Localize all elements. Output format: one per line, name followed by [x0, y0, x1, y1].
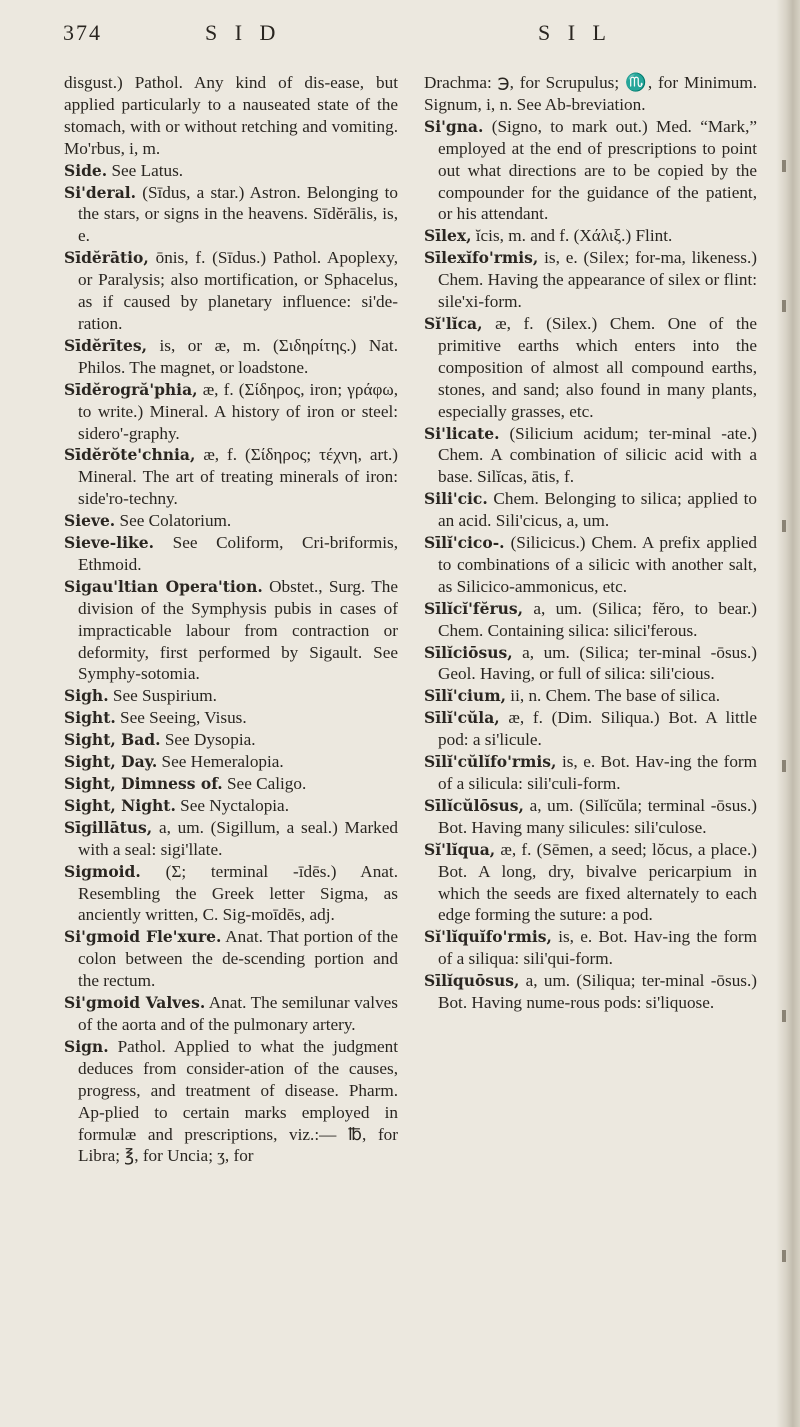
- entry-text: See Latus.: [111, 160, 184, 180]
- entry-text: Chem. Belonging to silica; applied to an acid. Sili'cicus, a, um.: [438, 489, 758, 531]
- dictionary-entry: [64, 817, 398, 861]
- dictionary-entry: [64, 247, 398, 335]
- right-column: [424, 72, 757, 1014]
- entry-headword: Sīlĭquōsus,: [424, 971, 520, 991]
- entry-text: ōnis, f. (Sīdus.) Pathol. Apoplexy, or Paralysis; also mortification, or Sphacelus, as if caused by planetary influence: si'de-ration.: [78, 248, 398, 333]
- entry-headword: Sīdĕrŏte'chnia,: [64, 445, 196, 465]
- entry-headword: Sīlexĭfo'rmis,: [424, 248, 539, 268]
- entry-headword: Sili'cic.: [424, 489, 488, 509]
- dictionary-entry: [424, 598, 757, 642]
- entry-text: a, um. (Silica; fĕro, to bear.) Chem. Containing silica: silici'ferous.: [438, 598, 757, 640]
- entry-text: a, um. (Silica; ter-minal -ōsus.) Geol. Having, or full of silica: sili'cious.: [438, 642, 757, 684]
- entry-text: Pathol. Applied to what the judgment deduces from consider-ation of the causes, progress, and treatment of disease. Pharm. Ap-plied to certain marks employed in formulæ and prescriptions, viz.:— ℔, for Libra; ℥, for Uncia; ʒ, for: [78, 1036, 398, 1166]
- dictionary-entry: [64, 444, 398, 510]
- dictionary-entry: [424, 488, 757, 532]
- entry-text: ii, n. Chem. The base of silica.: [510, 686, 721, 706]
- entry-headword: Si'gmoid Fle'xure.: [64, 927, 222, 947]
- dictionary-entry: [64, 160, 398, 182]
- entry-headword: Sīgillātus,: [64, 817, 153, 837]
- dictionary-entry: [424, 72, 757, 116]
- entry-headword: Sīlĭcŭlōsus,: [424, 795, 524, 815]
- entry-text: See Dysopia.: [164, 730, 256, 750]
- entry-headword: Sight, Day.: [64, 752, 158, 772]
- entry-text: (Sīdus, a star.) Astron. Belonging to the stars, or signs in the heavens. Sīdĕrālis, is, e.: [78, 182, 398, 246]
- page-header: [0, 20, 800, 60]
- entry-headword: Sieve.: [64, 511, 116, 531]
- page-edge: [776, 0, 800, 1427]
- dictionary-entry: [64, 926, 398, 992]
- entry-headword: Sĭ'lĭquĭfo'rmis,: [424, 927, 552, 947]
- dictionary-entry: [424, 839, 757, 927]
- entry-text: See Coliform, Cri-briformis, Ethmoid.: [78, 533, 398, 574]
- entry-headword: Sīlĭcĭ'fĕrus,: [424, 598, 524, 618]
- dictionary-entry: [424, 642, 757, 686]
- dictionary-entry: [64, 576, 398, 686]
- entry-text: æ, f. (Σίδηρος; τέχνη, art.) Mineral. The art of treating minerals of iron: side'ro-techny.: [78, 445, 399, 509]
- entry-headword: Sight, Bad.: [64, 730, 161, 750]
- right-guide-word: S I L: [538, 20, 612, 45]
- entry-headword: Sĭ'lĭca,: [424, 313, 483, 333]
- entry-text: (Silicium acidum; ter-minal -ate.) Chem. A combination of silicic acid with a base. Silĭcas, ātis, f.: [438, 423, 758, 487]
- entry-headword: Sigmoid.: [64, 861, 141, 881]
- entry-text: See Suspirium.: [112, 686, 217, 706]
- entry-headword: Sīdĕrogră'phia,: [64, 379, 198, 399]
- entry-headword: Sīlĭ'cium,: [424, 686, 506, 706]
- entry-text: is, e. (Silex; for-ma, likeness.) Chem. Having the appearance of silex or flint: sile'xi-form.: [438, 248, 758, 312]
- entry-text: (Silicicus.) Chem. A prefix applied to combinations of a silicic with another salt, as Silicico-ammonicus, etc.: [438, 533, 758, 596]
- dictionary-entry: [424, 751, 757, 795]
- entry-headword: Sigau'ltian Opera'tion.: [64, 576, 263, 596]
- entry-headword: Sieve-like.: [64, 533, 155, 553]
- dictionary-entry: [424, 795, 757, 839]
- entry-text: See Caligo.: [227, 774, 307, 793]
- entry-text: Anat. That portion of the colon between the de-scending portion and the rectum.: [78, 927, 398, 991]
- entry-headword: Sīlĭciōsus,: [424, 642, 513, 662]
- dictionary-entry: [424, 247, 757, 313]
- dictionary-entry: [64, 795, 398, 817]
- entry-headword: Side.: [64, 160, 108, 180]
- entry-headword: Sīdĕrātio,: [64, 248, 149, 268]
- entry-headword: Sight, Dimness of.: [64, 774, 223, 793]
- dictionary-entry: [64, 751, 398, 773]
- entry-headword: Sīlĭ'cŭla,: [424, 708, 500, 728]
- dictionary-entry: [64, 992, 398, 1036]
- entry-text: is, e. Bot. Hav-ing the form of a siliqua: sili'qui-form.: [438, 927, 758, 969]
- dictionary-entry: [424, 970, 757, 1014]
- entry-headword: Si'licate.: [424, 423, 500, 443]
- dictionary-entry: [64, 707, 398, 729]
- dictionary-entry: [424, 313, 757, 423]
- entry-headword: Sign.: [64, 1036, 109, 1056]
- entry-text: ĭcis, m. and f. (Χάλιξ.) Flint.: [475, 226, 673, 246]
- dictionary-entry: [64, 685, 398, 707]
- entry-headword: Sīdĕrītes,: [64, 335, 147, 355]
- entry-headword: Sight, Night.: [64, 795, 176, 815]
- entry-text: (Σ; terminal -īdēs.) Anat. Resembling the Greek letter Sigma, as anciently written, C. Sig-moīdēs, adj.: [78, 861, 398, 925]
- entry-headword: Sīlex,: [424, 226, 472, 246]
- entry-text: (Signo, to mark out.) Med. “Mark,” employed at the end of prescriptions to point out what directions are to be copied by the compounder for the guidance of the patient, or his attendant.: [438, 116, 757, 224]
- entry-text: æ, f. (Sēmen, a seed; lŏcus, a place.) Bot. A long, dry, bivalve pericarpium in which the seeds are fixed alternately to each edge forming the suture: a pod.: [438, 839, 757, 925]
- dictionary-entry: [424, 532, 757, 598]
- entry-text: is, or æ, m. (Σιδηρίτης.) Nat. Philos. The magnet, or loadstone.: [78, 335, 399, 377]
- dictionary-entry: [424, 926, 757, 970]
- dictionary-entry: [64, 861, 398, 927]
- dictionary-entry: [424, 707, 757, 751]
- entry-headword: Sĭ'lĭqua,: [424, 839, 496, 859]
- entry-text: See Nyctalopia.: [180, 795, 289, 815]
- entry-text: a, um. (Silĭcŭla; terminal -ōsus.) Bot. Having many silicules: sili'culose.: [438, 795, 758, 837]
- dictionary-entry: [64, 773, 398, 795]
- entry-text: Anat. The semilunar valves of the aorta and of the pulmonary artery.: [78, 993, 398, 1034]
- entry-text: Obstet., Surg. The division of the Symphysis pubis in cases of impracticable labour from contraction or deformity, first performed by Sigault. See Symphy-sotomia.: [78, 576, 398, 684]
- entry-headword: Sīlĭ'cico-.: [424, 533, 505, 553]
- dictionary-entry: [424, 225, 757, 247]
- dictionary-entry: [64, 510, 398, 532]
- dictionary-entry: [64, 335, 398, 379]
- entry-text: æ, f. (Dim. Siliqua.) Bot. A little pod: a si'licule.: [438, 708, 757, 750]
- dictionary-entry: [64, 1036, 398, 1167]
- entry-text: a, um. (Siliqua; ter-minal -ōsus.) Bot. Having nume-rous pods: si'liquose.: [438, 971, 758, 1013]
- entry-headword: Sigh.: [64, 686, 109, 706]
- entry-headword: Si'gmoid Valves.: [64, 993, 206, 1013]
- dictionary-entry: [424, 116, 757, 226]
- entry-text: See Colatorium.: [119, 511, 232, 531]
- left-guide-word: S I D: [205, 20, 282, 45]
- entry-headword: Si'gna.: [424, 116, 484, 136]
- entry-text: See Seeing, Visus.: [120, 708, 247, 728]
- dictionary-entry: [424, 423, 757, 489]
- dictionary-entry: [424, 685, 757, 707]
- entry-text: disgust.) Pathol. Any kind of dis-ease, but applied particularly to a nauseated state of the stomach, with or without retching and vomiting. Mo'rbus, i, m.: [64, 73, 398, 158]
- entry-headword: Sight.: [64, 708, 116, 728]
- page-number: 374: [63, 20, 102, 45]
- dictionary-entry: [64, 72, 398, 160]
- entry-headword: Sīlĭ'cŭlĭfo'rmis,: [424, 752, 557, 772]
- entry-text: is, e. Bot. Hav-ing the form of a silicula: sili'culi-form.: [438, 752, 758, 793]
- dictionary-entry: [64, 729, 398, 751]
- entry-text: æ, f. (Σίδηρος, iron; γράφω, to write.) Mineral. A history of iron or steel: sidero'-graphy.: [78, 379, 398, 443]
- entry-headword: Si'deral.: [64, 182, 137, 202]
- dictionary-entry: [64, 182, 398, 248]
- left-column: [64, 72, 398, 1167]
- entry-text: Drachma: ℈, for Scrupulus; ♏, for Minimum. Signum, i, n. See Ab-breviation.: [424, 73, 757, 114]
- entry-text: æ, f. (Silex.) Chem. One of the primitive earths which enters into the composition of almost all compound earths, stones, and sand; also found in many plants, especially grasses, etc.: [438, 313, 757, 421]
- dictionary-entry: [64, 379, 398, 445]
- entry-text: See Hemeralopia.: [161, 752, 284, 772]
- entry-text: a, um. (Sigillum, a seal.) Marked with a seal: sigi'llate.: [78, 817, 398, 859]
- dictionary-entry: [64, 532, 398, 576]
